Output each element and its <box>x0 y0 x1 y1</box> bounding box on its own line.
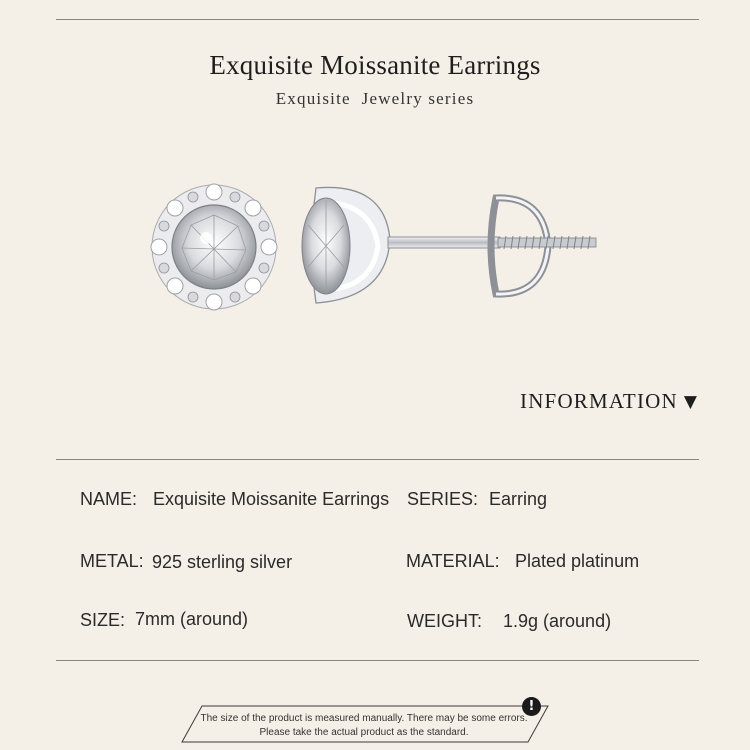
earring-product-image <box>140 170 620 330</box>
metal-value: 925 sterling silver <box>152 552 293 572</box>
top-divider <box>56 19 699 20</box>
earring-front-view <box>151 184 277 310</box>
earring-side-view <box>302 187 596 303</box>
triangle-down-icon: ▼ <box>683 392 699 412</box>
series-value: Earring <box>489 489 548 509</box>
page-subtitle: Exquisite Jewelry series <box>275 89 475 108</box>
name-value: Exquisite Moissanite Earrings <box>153 489 390 509</box>
size-label: SIZE: <box>80 610 126 630</box>
exclamation-icon: ! <box>522 697 541 716</box>
notice-text <box>186 712 542 740</box>
notice-line-2: Please take the actual product as the standard. <box>259 727 469 738</box>
info-bottom-divider <box>56 660 699 661</box>
metal-label: METAL: <box>80 551 144 571</box>
weight-value: 1.9g (around) <box>503 611 612 631</box>
notice-line-1: The size of the product is measured manually. There may be some errors. <box>200 713 528 724</box>
weight-label: WEIGHT: <box>407 611 482 631</box>
material-label: MATERIAL: <box>406 551 500 571</box>
series-label: SERIES: <box>407 489 479 509</box>
page-title: Exquisite Moissanite Earrings <box>209 50 541 80</box>
name-label: NAME: <box>80 489 138 509</box>
information-heading-label: INFORMATION <box>520 389 678 413</box>
material-value: Plated platinum <box>515 551 640 571</box>
size-value: 7mm (around) <box>135 609 249 629</box>
info-top-divider <box>56 459 699 460</box>
information-heading <box>520 389 698 414</box>
